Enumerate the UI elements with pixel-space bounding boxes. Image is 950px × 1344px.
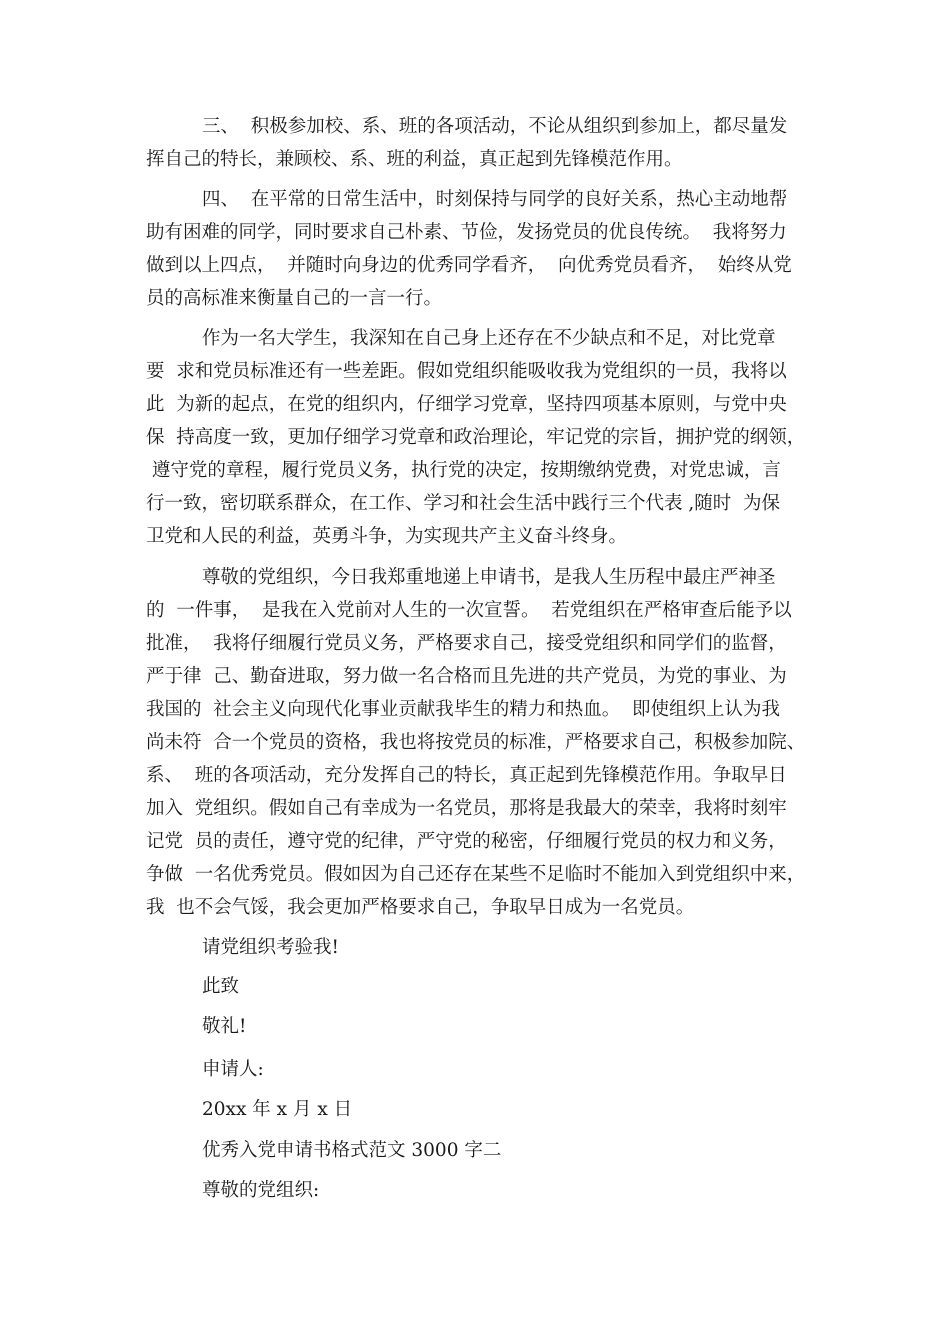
text-line: 做到以上四点， 并随时向身边的优秀同学看齐， 向优秀党员看齐， 始终从党 bbox=[146, 255, 792, 276]
text-line: 行一致，密切联系群众，在工作、学习和社会生活中践行三个代表 ,随时 为保 bbox=[146, 493, 781, 514]
text-line: 员的高标准来衡量自己的一言一行。 bbox=[146, 288, 443, 309]
text-line: 争做 一名优秀党员。假如因为自己还存在某些不足临时不能加入到党组织中来， bbox=[146, 864, 806, 885]
text-line: 卫党和人民的利益，英勇斗争，为实现共产主义奋斗终身。 bbox=[146, 526, 628, 547]
text-line: 批准， 我将仔细履行党员义务，严格要求自己，接受党组织和同学们的监督， bbox=[146, 633, 787, 654]
text-line: 记党 员的责任，遵守党的纪律，严守党的秘密，仔细履行党员的权力和义务， bbox=[146, 831, 787, 852]
text-line: 遵守党的章程，履行党员义务，执行党的决定，按期缴纳党费，对党忠诚，言 bbox=[146, 460, 781, 481]
closing-salutation: 此致 bbox=[202, 976, 240, 997]
text-line: 系、 班的各项活动，充分发挥自己的特长，真正起到先锋模范作用。争取早日 bbox=[146, 765, 787, 786]
text-line: 助有困难的同学，同时要求自己朴素、节俭，发扬党员的优良传统。 我将努力 bbox=[146, 222, 787, 243]
text-line: 我国的 社会主义向现代化事业贡献我毕生的精力和热血。 即使组织上认为我 bbox=[146, 699, 781, 720]
closing-request: 请党组织考验我! bbox=[202, 937, 339, 958]
text-line: 严于律 己、勤奋进取，努力做一名合格而且先进的共产党员，为党的事业、为 bbox=[146, 666, 787, 687]
text-line: 加入 党组织。假如自己有幸成为一名党员，那将是我最大的荣幸，我将时刻牢 bbox=[146, 798, 787, 819]
text-line: 我 也不会气馁，我会更加严格要求自己，争取早日成为一名党员。 bbox=[146, 897, 695, 918]
applicant-label: 申请人: bbox=[202, 1059, 264, 1080]
text-line: 尚未符 合一个党员的资格，我也将按党员的标准，严格要求自己，积极参加院、 bbox=[146, 732, 806, 753]
text-line: 的 一件事， 是我在入党前对人生的一次宣誓。 若党组织在严格审查后能予以 bbox=[146, 600, 792, 621]
text-line: 此 为新的起点，在党的组织内，仔细学习党章，坚持四项基本原则，与党中央 bbox=[146, 394, 787, 415]
next-article-title: 优秀入党申请书格式范文 3000 字二 bbox=[202, 1140, 502, 1161]
text-line: 保 持高度一致，更加仔细学习党章和政治理论，牢记党的宗旨，拥护党的纲领， bbox=[146, 427, 806, 448]
text-line: 作为一名大学生，我深知在自己身上还存在不少缺点和不足，对比党章 bbox=[202, 328, 776, 349]
text-line: 四、 在平常的日常生活中，时刻保持与同学的良好关系，热心主动地帮 bbox=[202, 189, 788, 210]
closing-regards: 敬礼! bbox=[202, 1016, 247, 1037]
text-line: 要 求和党员标准还有一些差距。假如党组织能吸收我为党组织的一员，我将以 bbox=[146, 361, 787, 382]
date-line: 20xx 年 x 月 x 日 bbox=[202, 1099, 353, 1120]
text-line: 挥自己的特长，兼顾校、系、班的利益，真正起到先锋模范作用。 bbox=[146, 149, 683, 170]
next-greeting: 尊敬的党组织: bbox=[202, 1180, 320, 1201]
text-line: 尊敬的党组织，今日我郑重地递上申请书，是我人生历程中最庄严神圣 bbox=[202, 567, 776, 588]
text-line: 三、 积极参加校、系、班的各项活动，不论从组织到参加上，都尽量发 bbox=[202, 116, 788, 137]
